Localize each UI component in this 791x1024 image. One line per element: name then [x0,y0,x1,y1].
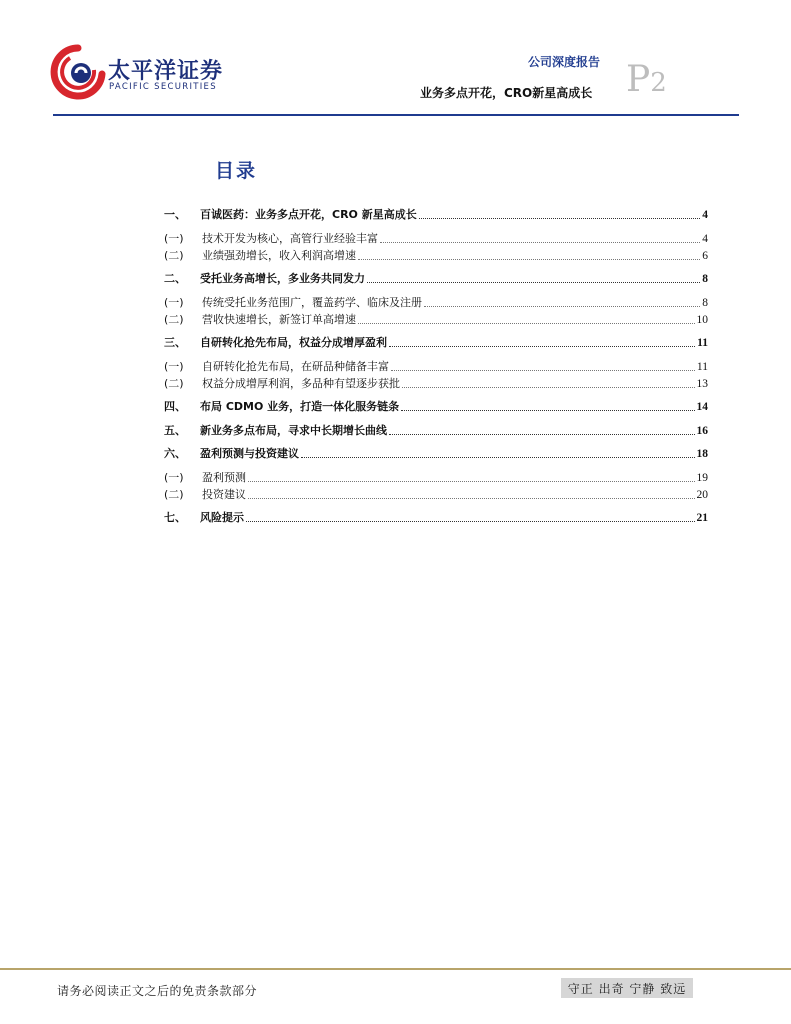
toc-entry-page: 18 [696,448,708,460]
toc-dot-leader [424,305,700,307]
toc-entry[interactable] [164,375,708,391]
toc-entry[interactable] [164,294,708,310]
toc-entry[interactable] [164,311,708,327]
toc-entry-title: 营收快速增长，新签订单高增速 [202,312,356,326]
toc-entry[interactable] [164,486,708,502]
toc-entry[interactable] [164,422,708,438]
toc-entry[interactable] [164,206,708,222]
company-motto: 守正 出奇 宁静 致远 [561,978,693,998]
toc-entry-title: 技术开发为核心，高管行业经验丰富 [202,231,378,245]
toc-entry[interactable] [164,270,708,286]
toc-entry-number: 二、 [164,272,186,285]
toc-entry[interactable] [164,398,708,414]
toc-entry-page: 16 [696,424,708,437]
toc-entry[interactable] [164,445,708,461]
toc-entry-page: 4 [702,232,708,245]
toc-dot-leader [402,386,695,388]
toc-entry-title: 盈利预测 [202,470,246,484]
toc-entry-title: 百诚医药：业务多点开花，CRO 新星高成长 [200,208,417,221]
toc-entry-number: (二) [164,376,184,390]
footer-divider [0,968,791,970]
toc-entry-title: 新业务多点布局，寻求中长期增长曲线 [200,423,387,437]
page-prefix: P [626,59,651,100]
toc-entry-page: 4 [702,209,708,221]
toc-entry[interactable] [164,334,708,350]
toc-entry-page: 8 [702,273,708,285]
toc-entry-number: (二) [164,487,184,501]
toc-entry-title: 盈利预测与投资建议 [200,447,299,460]
toc-entry-page: 11 [696,360,708,373]
toc-entry-page: 21 [696,512,708,524]
toc-entry-number: (一) [164,470,184,484]
page-number [626,59,667,100]
toc-entry[interactable] [164,230,708,246]
toc-dot-leader [246,520,695,522]
toc-heading: 目录 [215,160,258,182]
toc-entry-title: 传统受托业务范围广，覆盖药学、临床及注册 [202,295,422,309]
logo-name-cn: 太平洋证券 [108,59,224,84]
logo-name-en: PACIFIC SECURITIES [109,82,217,92]
toc-entry-number: (一) [164,359,184,373]
toc-entry-title: 布局 CDMO 业务，打造一体化服务链条 [200,400,400,413]
toc-entry[interactable] [164,247,708,263]
toc-entry-number: (二) [164,248,184,262]
toc-entry-page: 8 [702,296,708,309]
toc-entry[interactable] [164,509,708,525]
toc-dot-leader [391,369,695,371]
toc-entry-title: 受托业务高增长，多业务共同发力 [200,272,365,285]
toc-entry-title: 自研转化抢先布局，权益分成增厚盈利 [200,336,387,349]
header-divider [53,114,739,116]
disclaimer-note: 请务必阅读正文之后的免责条款部分 [57,984,258,998]
toc-entry-page: 13 [696,377,708,390]
report-type-label: 公司深度报告 [528,55,601,69]
toc-dot-leader [358,322,695,324]
toc-entry-number: (二) [164,312,184,326]
toc-entry-number: 五、 [164,423,186,437]
toc-entry-title: 权益分成增厚利润，多品种有望逐步获批 [202,376,400,390]
toc-entry-page: 19 [696,471,708,484]
page-number-value: 2 [650,68,667,98]
pacific-securities-logo-icon [50,44,106,100]
toc-dot-leader [248,480,695,482]
toc-entry-title: 自研转化抢先布局，在研品种储备丰富 [202,359,389,373]
toc-entry-number: 六、 [164,447,186,460]
toc-entry[interactable] [164,358,708,374]
toc-dot-leader [358,258,700,260]
toc-entry-number: 一、 [164,208,186,221]
toc-entry-number: 七、 [164,511,186,524]
toc-entry-page: 10 [696,313,708,326]
toc-entry[interactable] [164,469,708,485]
toc-dot-leader [248,497,695,499]
toc-entry-page: 6 [702,249,708,262]
toc-entry-number: 四、 [164,400,186,413]
toc-dot-leader [380,241,700,243]
toc-dot-leader [301,456,695,458]
toc-entry-title: 风险提示 [200,511,244,524]
toc-entry-number: (一) [164,295,184,309]
toc-dot-leader [367,281,700,283]
toc-dot-leader [389,433,695,435]
toc-entry-page: 20 [696,488,708,501]
toc-entry-title: 业绩强劲增长，收入利润高增速 [202,248,356,262]
company-logo [50,44,224,100]
toc-entry-page: 14 [696,401,708,413]
toc-entry-title: 投资建议 [202,487,246,501]
toc-dot-leader [389,345,695,347]
toc-dot-leader [401,409,694,411]
toc-entry-page: 11 [697,337,708,349]
report-title: 业务多点开花，CRO新星高成长 [420,86,593,100]
toc-dot-leader [419,217,701,219]
toc-entry-number: (一) [164,231,184,245]
toc-entry-number: 三、 [164,336,186,349]
